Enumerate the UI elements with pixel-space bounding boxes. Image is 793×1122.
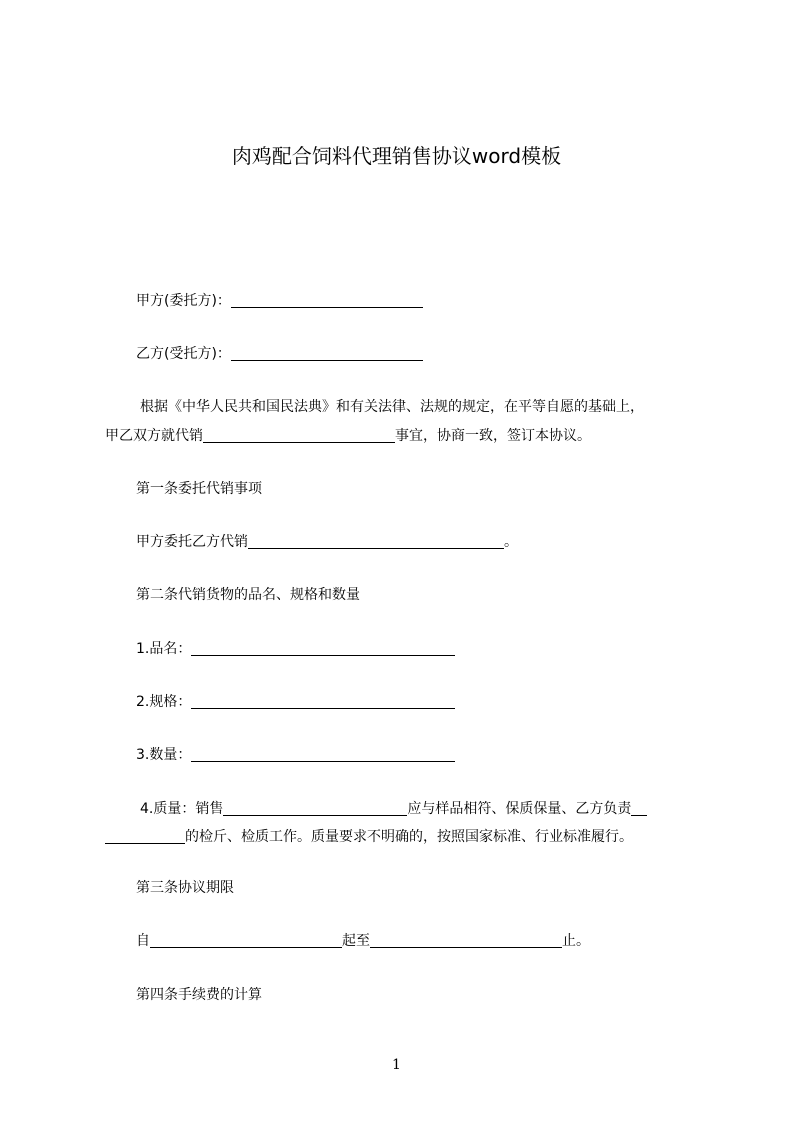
preamble-suffix: 事宜，协商一致，签订本协议。 (395, 428, 591, 444)
item-4-line-1 (140, 799, 647, 819)
period-line (136, 931, 590, 951)
quality-goods-blank[interactable] (223, 801, 407, 816)
party-b-blank[interactable] (231, 346, 423, 361)
item-1-line (136, 639, 455, 659)
article-1-prefix: 甲方委托乙方代销 (136, 534, 248, 550)
item-4-line-2 (105, 827, 633, 847)
start-date-blank[interactable] (150, 933, 342, 948)
party-b-label: 乙方(受托方)： (136, 346, 231, 362)
product-name-blank[interactable] (191, 641, 455, 656)
preamble-prefix: 甲乙双方就代销 (105, 428, 203, 444)
article-1-text (136, 532, 518, 552)
consignment-goods-blank[interactable] (203, 428, 395, 443)
party-b-line (136, 344, 423, 364)
article-3-heading: 第三条协议期限 (136, 880, 234, 896)
period-end: 止。 (562, 933, 590, 949)
article-1-blank[interactable] (248, 534, 504, 549)
preamble-line-1: 根据《中华人民共和国民法典》和有关法律、法规的规定，在平等自愿的基础上， (140, 399, 644, 415)
page-number: 1 (392, 1057, 401, 1073)
article-1-suffix: 。 (504, 534, 518, 550)
quality-responsibility-blank-a[interactable] (631, 801, 647, 816)
end-date-blank[interactable] (370, 933, 562, 948)
item-4-middle: 应与样品相符、保质保量、乙方负责 (407, 801, 632, 817)
party-a-label: 甲方(委托方)： (136, 293, 231, 309)
party-a-line (136, 291, 423, 311)
period-from: 自 (136, 933, 150, 949)
quantity-blank[interactable] (191, 747, 455, 762)
item-3-label: 3.数量： (136, 747, 192, 763)
document-title: 肉鸡配合饲料代理销售协议word模板 (231, 144, 562, 168)
item-4-prefix: 4.质量：销售 (140, 801, 224, 817)
quality-responsibility-blank-b[interactable] (105, 829, 185, 844)
period-to: 起至 (342, 933, 370, 949)
article-1-heading: 第一条委托代销事项 (136, 481, 262, 497)
item-1-label: 1.品名： (136, 641, 192, 657)
preamble-line-2 (105, 426, 591, 446)
item-2-line (136, 692, 455, 712)
article-2-heading: 第二条代销货物的品名、规格和数量 (136, 587, 360, 603)
item-2-label: 2.规格： (136, 694, 192, 710)
item-4-line-2-text: 的检斤、检质工作。质量要求不明确的，按照国家标准、行业标准履行。 (185, 829, 633, 845)
item-3-line (136, 745, 455, 765)
party-a-blank[interactable] (231, 293, 423, 308)
article-4-heading: 第四条手续费的计算 (136, 987, 262, 1003)
specification-blank[interactable] (191, 694, 455, 709)
